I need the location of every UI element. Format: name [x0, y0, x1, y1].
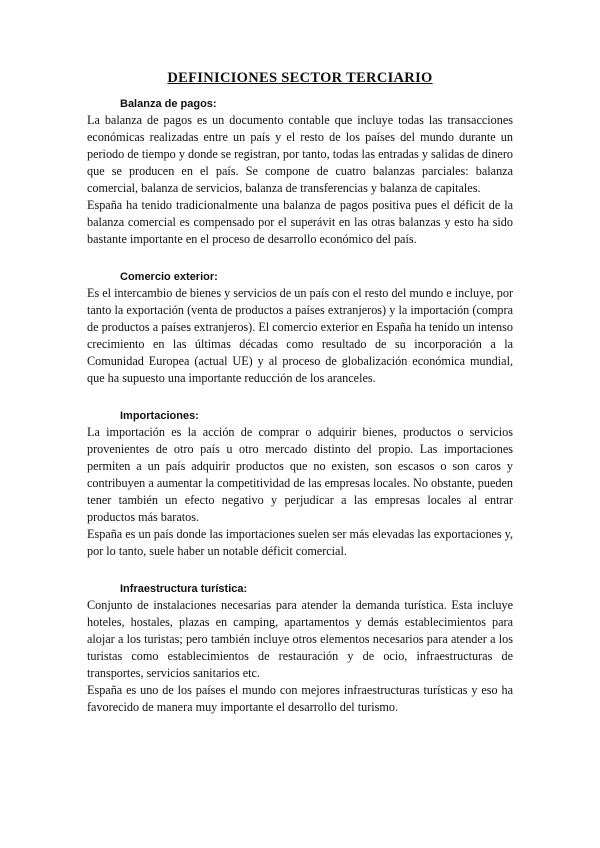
section-paragraph: España ha tenido tradicionalmente una balanza de pagos positiva pues el déficit de la balanza comercial es compensado por el superávit en las otras balanzas y esto ha sido bastante importante en el proceso de desarrollo económico del país. — [87, 198, 513, 246]
section-importaciones — [87, 408, 513, 560]
section-heading: Importaciones: — [120, 410, 199, 422]
section-paragraph: La importación es la acción de comprar o adquirir bienes, productos o servicios provenientes de otro país u otro mercado distinto del propio. Las importaciones permiten a un país adquirir productos que no existen, son escasos o son caros y contribuyen a aumentar la competitividad de las empresas locales. No obstante, pueden tener también un efecto negativo y perjudicar a las empresas locales al entrar productos más baratos. — [87, 425, 513, 524]
section-heading: Infraestructura turística: — [120, 583, 248, 595]
section-paragraph: España es un país donde las importaciones suelen ser más elevadas las exportaciones y, por lo tanto, suele haber un notable déficit comercial. — [87, 527, 513, 558]
section-heading: Balanza de pagos: — [120, 98, 217, 110]
section-paragraph: La balanza de pagos es un documento contable que incluye todas las transacciones económicas realizadas entre un país y el resto de los países del mundo durante un periodo de tiempo y donde se registran, por tanto, todas las entradas y salidas de dinero que se producen en el país. Se compone de cuatro balanzas parciales: balanza comercial, balanza de servicios, balanza de transferencias y balanza de capitales. — [87, 113, 513, 195]
section-paragraph: Es el intercambio de bienes y servicios de un país con el resto del mundo e incluye, por tanto la exportación (venta de productos a países extranjeros) y la importación (compra de productos a países extranjeros). El comercio exterior en España ha tenido un intenso crecimiento en las últimas décadas como resultado de su incorporación a la Comunidad Europea (actual UE) y al proceso de globalización económica mundial, que ha supuesto una importante reducción de los aranceles. — [87, 286, 513, 385]
page-title: DEFINICIONES SECTOR TERCIARIO — [167, 70, 433, 86]
section-infraestructura-turistica — [87, 581, 513, 716]
section-comercio-exterior — [87, 269, 513, 387]
section-paragraph: Conjunto de instalaciones necesarias para atender la demanda turística. Esta incluye hoteles, hostales, plazas en camping, apartamentos y demás establecimientos para alojar a los turistas; pero también incluye otros elementos necesarios para atender a los turistas como establecimientos de restauración y de ocio, infraestructuras de transportes, servicios sanitarios etc. — [87, 598, 513, 680]
section-heading: Comercio exterior: — [120, 271, 218, 283]
section-paragraph: España es uno de los países el mundo con mejores infraestructuras turísticas y eso ha favorecido de manera muy importante el desarrollo del turismo. — [87, 683, 513, 714]
section-balanza-de-pagos — [87, 96, 513, 248]
